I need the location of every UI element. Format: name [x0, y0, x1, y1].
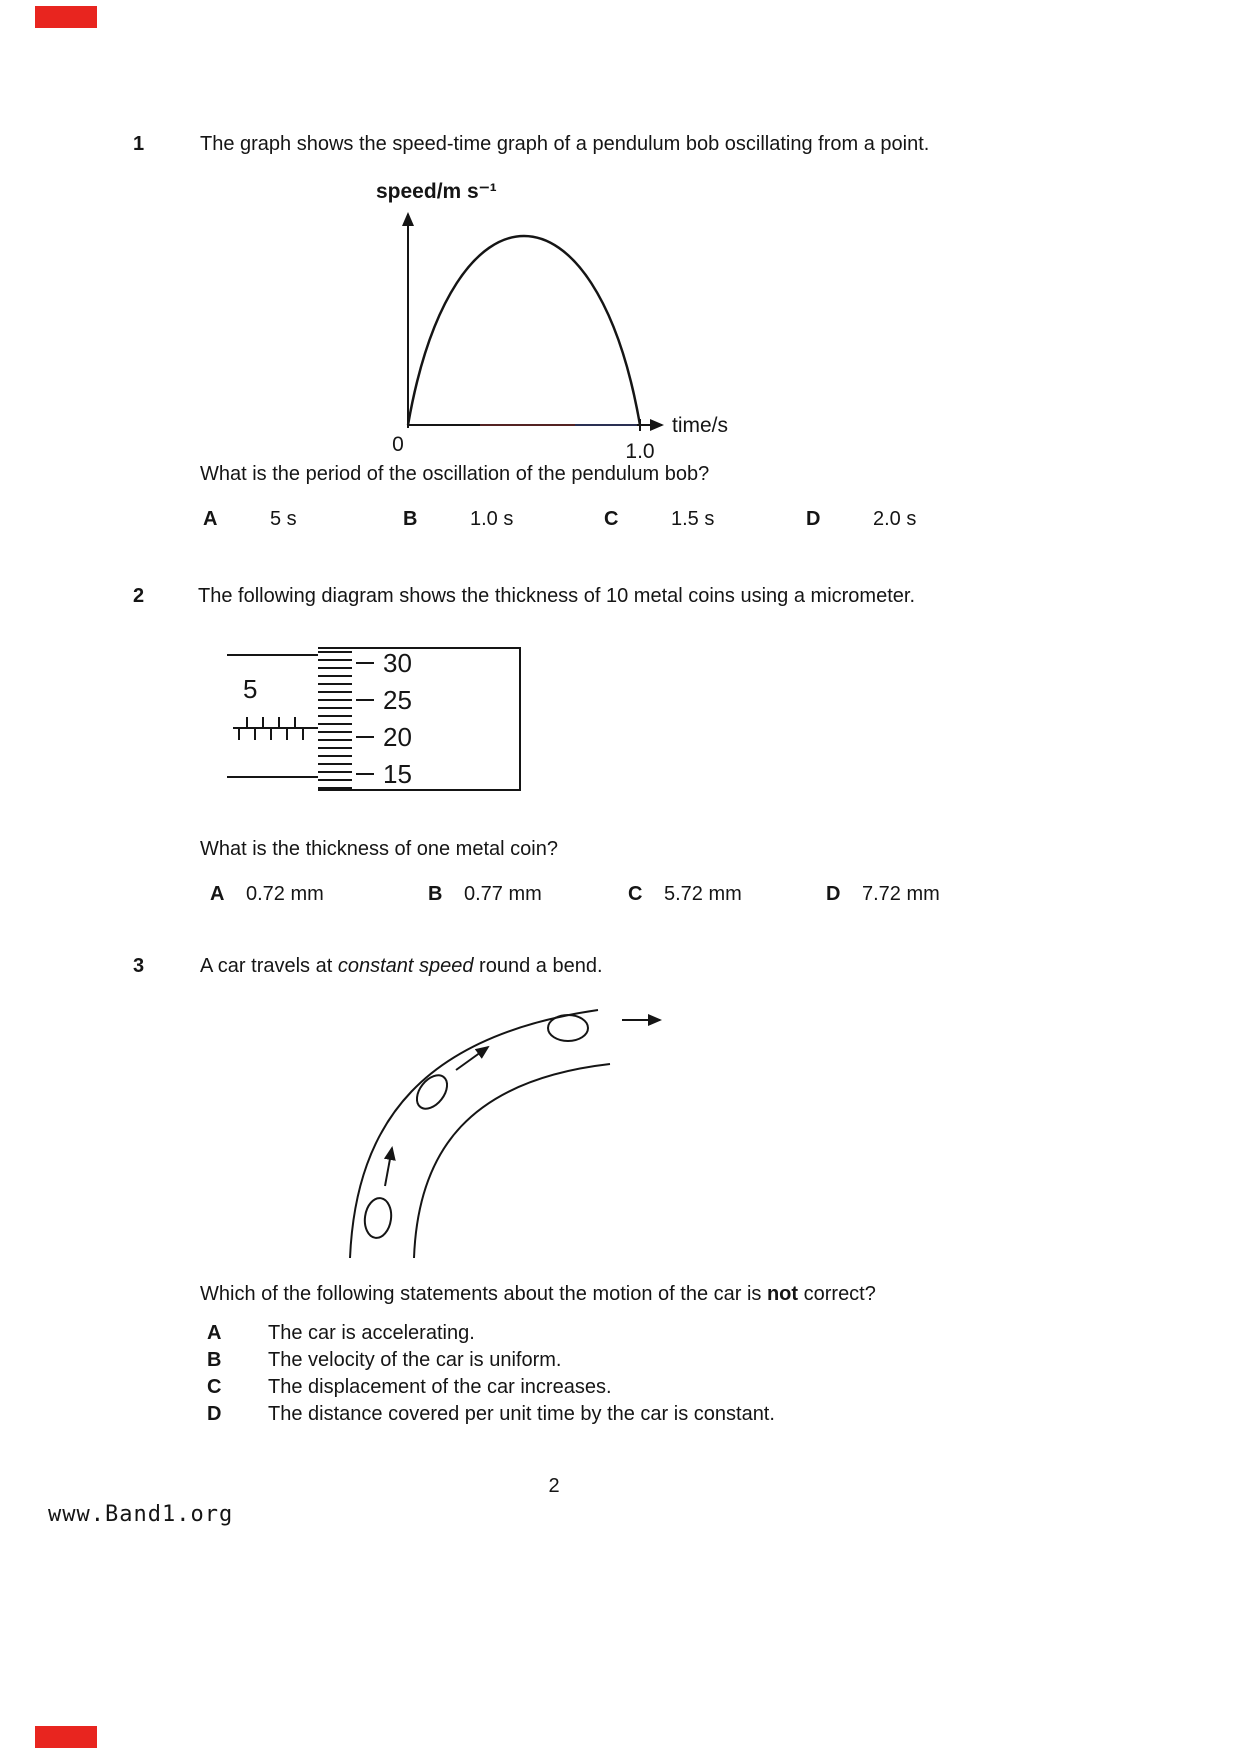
q3-question: Which of the following statements about the motion of the car is not correct?	[200, 1283, 876, 1305]
q1-question: What is the period of the oscillation of the pendulum bob?	[200, 463, 710, 485]
option-value: The car is accelerating.	[268, 1322, 475, 1344]
speed-time-graph	[340, 168, 770, 468]
option-value: 0.77 mm	[464, 883, 542, 905]
option-letter: A	[210, 883, 225, 905]
curved-road-diagram	[330, 990, 690, 1275]
graph-x-tick-label: 1.0	[625, 440, 655, 463]
q3-option-d	[207, 1403, 775, 1426]
speed-curve	[408, 236, 640, 425]
thimble-label-15: 15	[383, 759, 412, 789]
q2-option-c	[628, 883, 742, 906]
q1-number: 1	[133, 133, 145, 155]
option-letter: B	[403, 508, 418, 530]
option-letter: C	[207, 1376, 222, 1398]
option-letter: B	[428, 883, 443, 905]
car-middle	[411, 1070, 453, 1115]
option-letter: B	[207, 1349, 222, 1371]
q2-number: 2	[133, 585, 145, 607]
q2-text: The following diagram shows the thickness of 10 metal coins using a micrometer.	[198, 585, 916, 607]
option-letter: D	[806, 508, 821, 530]
option-value: 5 s	[270, 508, 297, 530]
option-value: The distance covered per unit time by the car is constant.	[268, 1403, 775, 1425]
car-bottom	[362, 1196, 393, 1239]
option-value: 1.0 s	[470, 508, 514, 530]
option-value: 1.5 s	[671, 508, 715, 530]
page-number: 2	[548, 1475, 560, 1497]
velocity-arrows	[385, 1020, 660, 1186]
graph-x-axis-label: time/s	[672, 414, 729, 437]
car-markers	[362, 1015, 588, 1240]
option-letter: C	[604, 508, 619, 530]
option-value: 0.72 mm	[246, 883, 324, 905]
q1-option-b	[403, 508, 513, 531]
option-letter: C	[628, 883, 643, 905]
option-value: The displacement of the car increases.	[268, 1376, 612, 1398]
graph-axes	[408, 214, 662, 431]
q2-option-b	[428, 883, 542, 906]
option-value: 5.72 mm	[664, 883, 742, 905]
q3-text-italic: constant speed	[337, 955, 474, 977]
q1-option-d	[806, 508, 916, 531]
q1-text: The graph shows the speed-time graph of a pendulum bob oscillating from a point.	[200, 133, 930, 155]
q2-question: What is the thickness of one metal coin?	[200, 838, 558, 860]
option-letter: A	[207, 1322, 222, 1344]
micrometer-diagram	[213, 636, 543, 806]
q3-question-bold: not	[766, 1283, 799, 1305]
q1-option-c	[604, 508, 714, 531]
thimble-label-20: 20	[383, 722, 412, 752]
q2-option-d	[826, 883, 940, 906]
q3-option-a	[207, 1322, 475, 1345]
thimble-label-30: 30	[383, 648, 412, 678]
option-letter: A	[203, 508, 218, 530]
footer-site-text: www.Band1.org	[48, 1502, 234, 1527]
graph-y-axis-label: speed/m s⁻¹	[376, 180, 497, 203]
option-letter: D	[826, 883, 841, 905]
micrometer-sleeve	[227, 655, 318, 777]
road-edges	[350, 1010, 610, 1258]
main-scale-label: 5	[243, 674, 258, 704]
car-top	[548, 1015, 588, 1041]
option-value: 7.72 mm	[862, 883, 940, 905]
q3-option-b	[207, 1349, 561, 1372]
micrometer-thimble	[318, 648, 520, 790]
option-letter: D	[207, 1403, 222, 1425]
red-mark-top	[35, 6, 97, 28]
q3-number: 3	[133, 955, 145, 977]
thimble-label-25: 25	[383, 685, 412, 715]
option-value: 2.0 s	[873, 508, 917, 530]
q3-option-c	[207, 1376, 612, 1399]
graph-origin-label: 0	[392, 433, 404, 456]
q2-option-a	[210, 883, 324, 906]
q1-option-a	[203, 508, 297, 531]
red-mark-bottom	[35, 1726, 97, 1748]
q3-text: A car travels at constant speed round a bend.	[200, 955, 603, 977]
option-value: The velocity of the car is uniform.	[268, 1349, 562, 1371]
